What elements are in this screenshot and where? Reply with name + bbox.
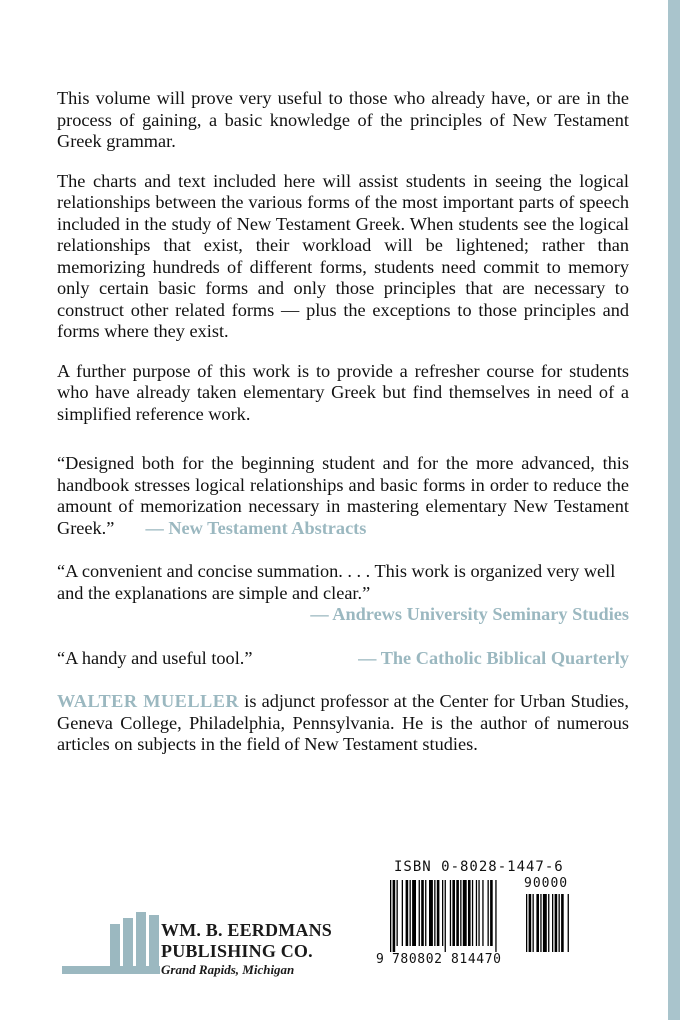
- review-quote-2-text: “A convenient and concise summation. . . . This work is organized very well and the explanations are simple and clear.”: [57, 561, 616, 603]
- barcode-bar: [425, 880, 426, 946]
- description-paragraph-3: A further purpose of this work is to provide a refresher course for students who have already taken elementary Greek but find themselves in need of a simplified reference work.: [57, 360, 629, 424]
- barcode-bar: [390, 880, 391, 952]
- barcode-bar: [478, 880, 479, 946]
- barcode-bar: [490, 880, 493, 946]
- barcode-bar: [495, 880, 496, 952]
- barcode-bar: [421, 880, 424, 946]
- price-bar: [533, 894, 534, 952]
- review-quote-3-text: “A handy and useful tool.”: [57, 647, 253, 668]
- barcode-digits: 780802 814470: [392, 952, 502, 967]
- price-bar: [561, 894, 564, 952]
- author-bio: [57, 691, 629, 756]
- barcode-bar: [410, 880, 411, 946]
- barcode-bar: [442, 880, 443, 946]
- book-stack-logo-icon: [60, 912, 160, 974]
- barcode-bar: [460, 880, 461, 946]
- price-bar: [559, 894, 560, 952]
- barcode-bar: [456, 880, 459, 946]
- barcode-bar: [463, 880, 467, 946]
- back-cover-text: [57, 88, 629, 756]
- price-bar: [555, 894, 558, 952]
- barcode-bar: [450, 880, 451, 946]
- barcode: [376, 876, 588, 980]
- barcode-bar: [488, 880, 489, 946]
- price-code: 90000: [524, 876, 569, 891]
- price-bar: [543, 894, 547, 952]
- publisher-logo: [60, 912, 340, 982]
- barcode-bar: [437, 880, 440, 946]
- review-quote-2-source: — Andrews University Seminary Studies: [310, 604, 629, 624]
- barcode-bar: [468, 880, 471, 946]
- author-name: WALTER MUELLER: [57, 691, 240, 711]
- barcode-bar: [419, 880, 420, 946]
- barcode-bar: [412, 880, 416, 946]
- review-quote-1-text: “Designed both for the beginning student and for the more advanced, this handbook stresses logical relationships and basic forms in order to reduce the amount of memorization necessary in mastering elementary New Testament Greek.”: [57, 453, 629, 538]
- publisher-line2: PUBLISHING CO.: [161, 941, 313, 961]
- isbn-text: ISBN 0-8028-1447-6: [394, 859, 564, 875]
- price-bar: [526, 894, 527, 952]
- barcode-bar: [397, 880, 398, 946]
- barcode-bar: [472, 880, 473, 946]
- barcode-bar: [406, 880, 409, 946]
- review-quote-1-source: — New Testament Abstracts: [145, 517, 367, 538]
- publisher-line1: WM. B. EERDMANS: [161, 920, 333, 940]
- review-quote-3: [57, 648, 629, 670]
- barcode-bar: [393, 880, 396, 952]
- cover-edge-strip: [668, 0, 680, 1020]
- barcode-bar: [402, 880, 403, 946]
- description-paragraph-1: This volume will prove very useful to those who already have, or are in the process of gaining, a basic knowledge of the principles of New Testament Greek grammar.: [57, 88, 629, 151]
- barcode-bar: [434, 880, 435, 946]
- review-quote-1: [57, 453, 629, 539]
- barcode-prefix: 9: [376, 952, 384, 967]
- barcode-bar: [445, 880, 446, 952]
- price-bar: [536, 894, 539, 952]
- review-quote-3-source: — The Catholic Biblical Quarterly: [358, 647, 629, 668]
- barcode-bar: [476, 880, 477, 946]
- price-bar: [552, 894, 553, 952]
- price-bar: [548, 894, 549, 952]
- price-bar: [529, 894, 532, 952]
- barcode-bar: [452, 880, 455, 946]
- price-bar: [568, 894, 569, 952]
- description-paragraph-2: The charts and text included here will assist students in seeing the logical relationships between the various forms of the most important parts of speech included in the study of New Testament Greek. When students see the logical relationships that exist, their workload will be lightened; rather than memorizing hundreds of different forms, students need commit to memory only certain basic forms and only those principles that are necessary to construct other related forms — plus the exceptions to those principles and forms where they exist.: [57, 170, 629, 341]
- barcode-bar: [482, 880, 483, 946]
- price-bar: [540, 894, 541, 952]
- author-bio-text: is adjunct professor at the Center for Urban Studies, Geneva College, Philadelphia, Pennsylvania. He is the author of numerous articles on subjects in the field of New Testament studies.: [57, 691, 629, 754]
- review-quote-2: [57, 561, 629, 626]
- publisher-location: Grand Rapids, Michigan: [161, 962, 295, 977]
- barcode-bar: [429, 880, 433, 946]
